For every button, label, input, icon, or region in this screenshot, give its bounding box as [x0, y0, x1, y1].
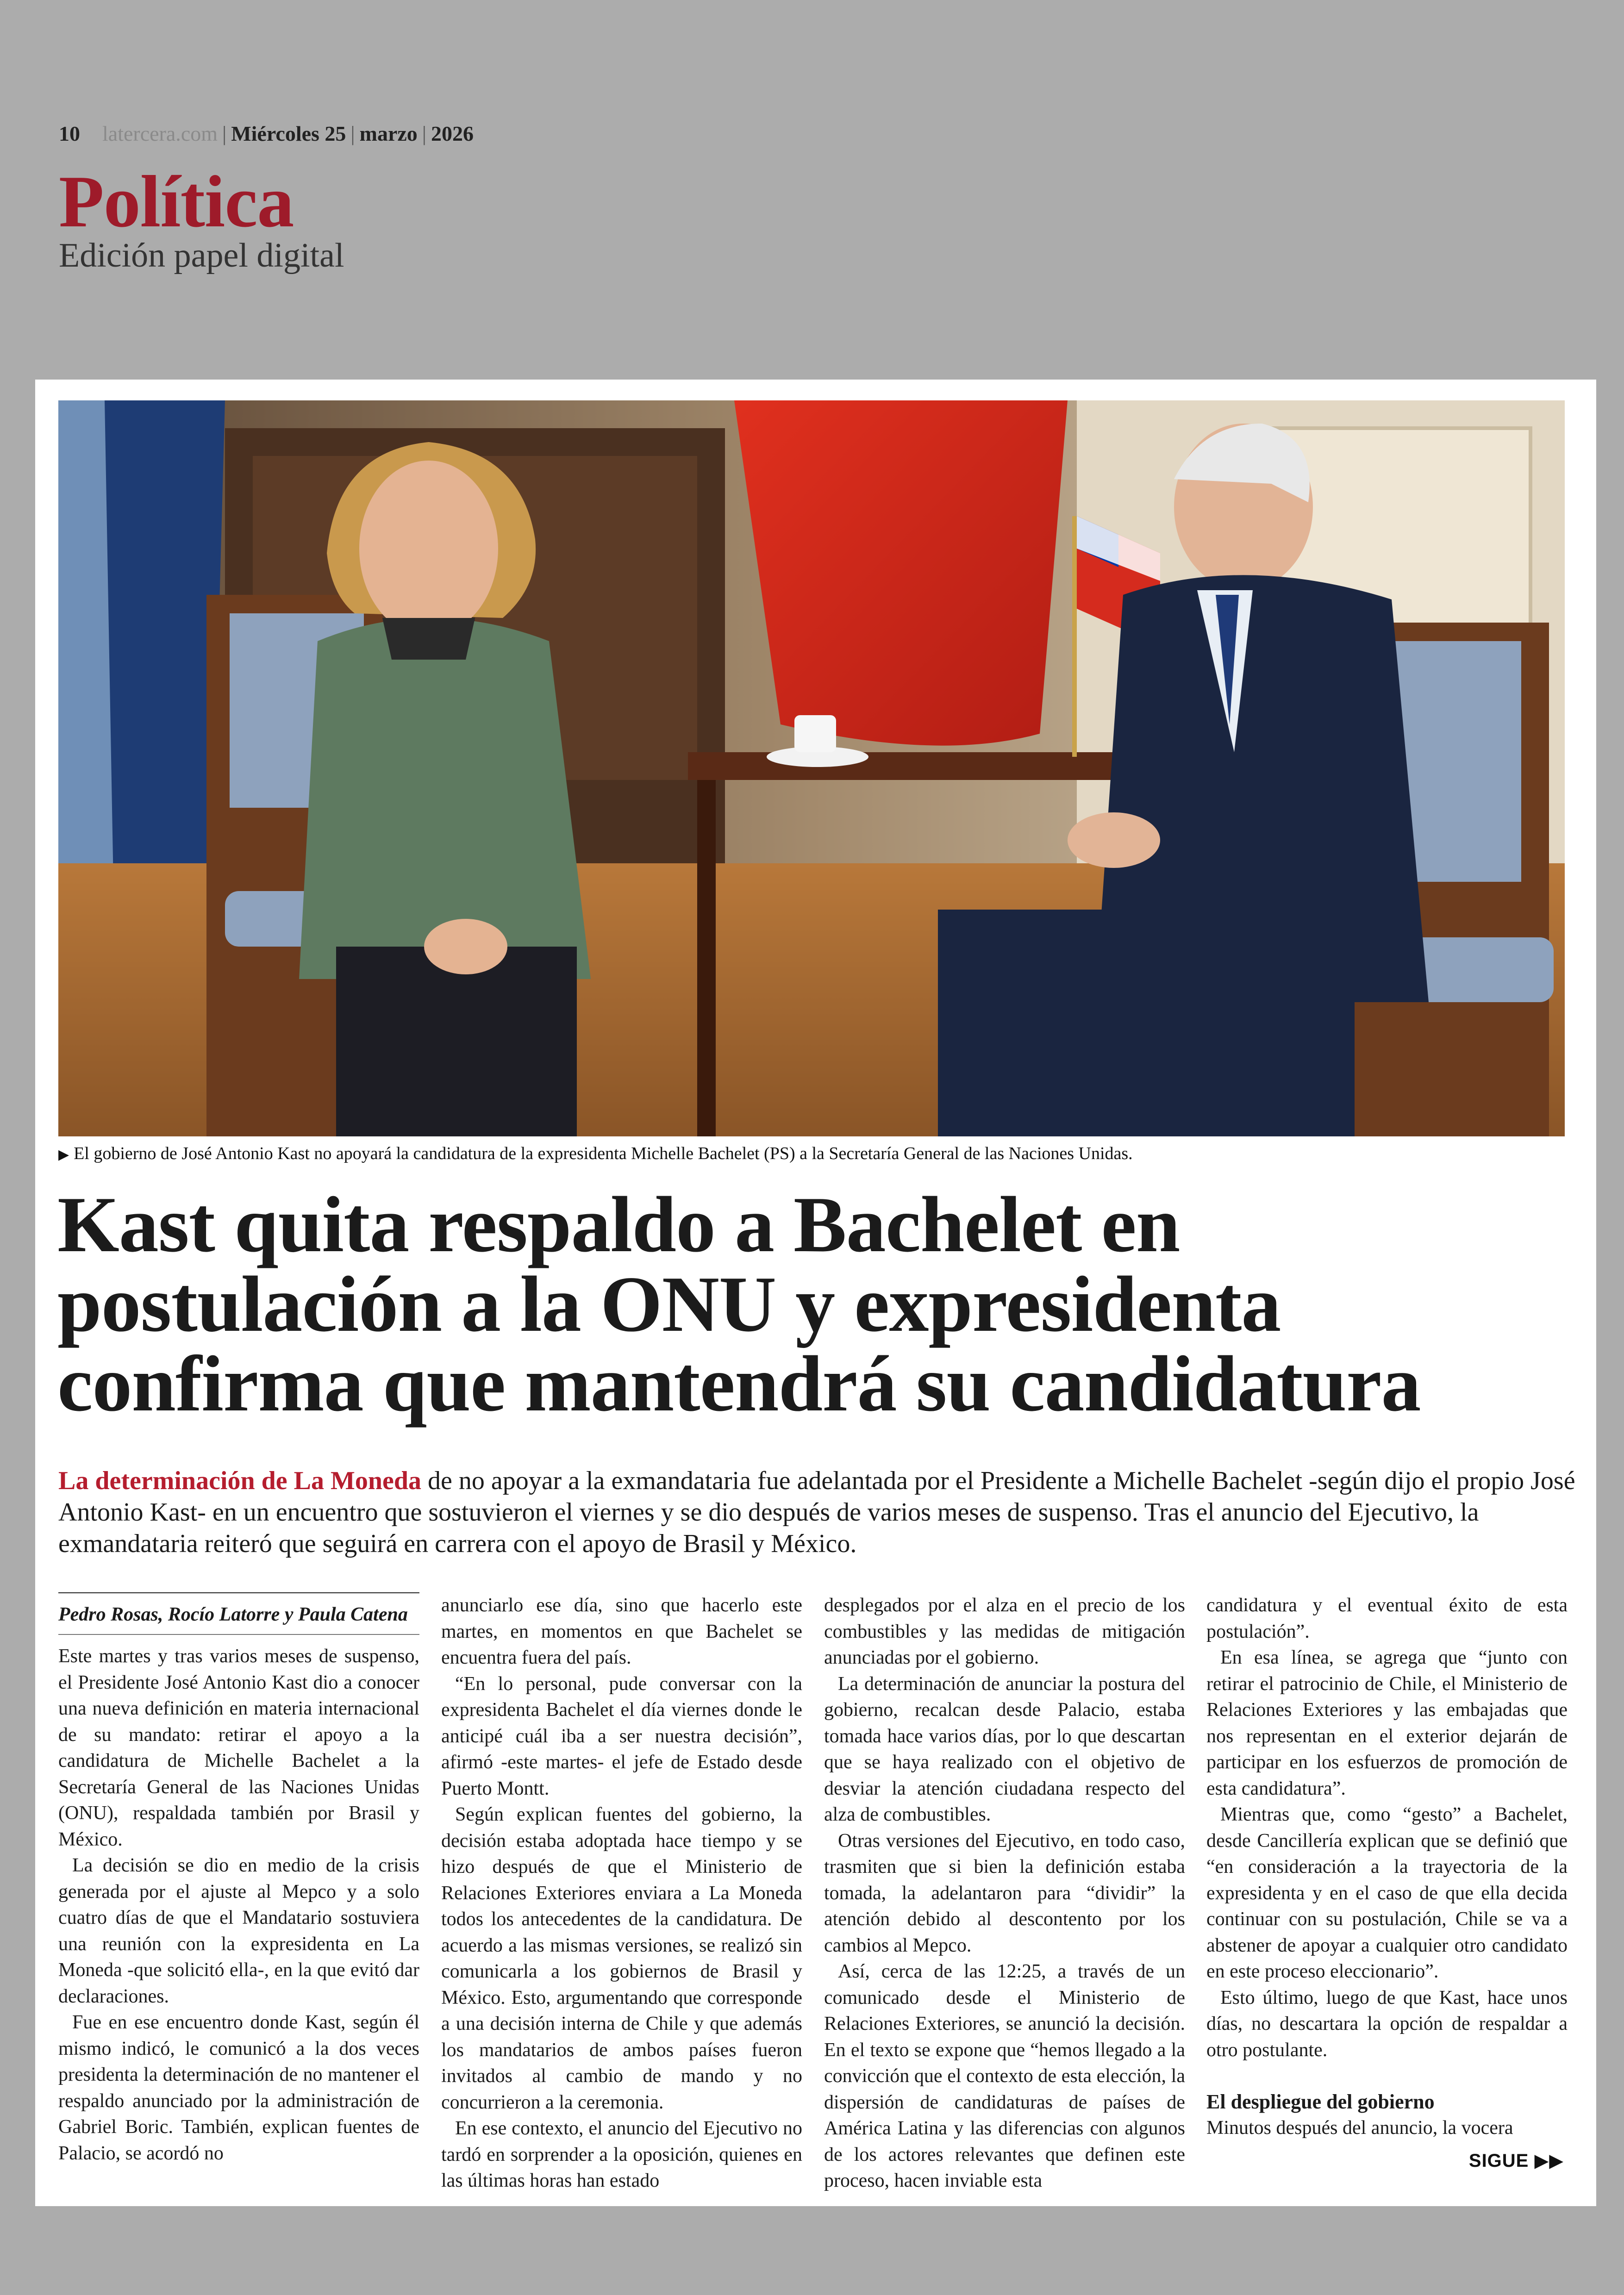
- headline-line: Kast quita respaldo a Bachelet en: [57, 1181, 1180, 1269]
- column-1: [58, 1592, 419, 2166]
- section-title: Política: [59, 160, 294, 243]
- column-4: [1206, 1592, 1568, 2141]
- lead-paragraph: [58, 1465, 1577, 1559]
- paragraph: En esa línea, se agrega que “junto con retirar el patrocinio de Chile, el Ministerio de Relaciones Exteriores y las embajadas que nos representan en el exterior dejarán de participar en los esfuerzos de promoción de esta candidatura”.: [1206, 1647, 1568, 1799]
- paragraph: Así, cerca de las 12:25, a través de un comunicado desde el Ministerio de Relaciones Exteriores, se anunció la decisión. En el texto se expone que “hemos llegado a la convicción que el contexto de esta elección, la dispersión de candidaturas de países de América Latina y las diferencias con algunos de los actores relevantes que definen este proceso, hacen inviable esta: [824, 1961, 1185, 2191]
- paragraph: Según explican fuentes del gobierno, la decisión estaba adoptada hace tiempo y se hizo después de que el Ministerio de Relaciones Exteriores enviara a La Moneda todos los antecedentes de la candidatura. De acuerdo a las mismas versiones, se realizó sin comunicarla a los gobiernos de Brasil y México. Esto, argumentando que corresponde a una decisión interna de Chile y que además los mandatarios de ambos países fueron invitados al cambio de mando y no concurrieron a la ceremonia.: [441, 1804, 802, 2113]
- edition-label: Edición papel digital: [59, 237, 344, 274]
- continue-link[interactable]: SIGUE ▶▶: [1468, 2151, 1564, 2171]
- page-number: 10: [59, 122, 80, 145]
- paragraph: Mientras que, como “gesto” a Bachelet, desde Cancillería explican que se definió que “en consideración a la trayectoria de la expresidenta y en el caso de que ella decida continuar con su postulación, Chile se va a abstener de apoyar a cualquier otro candidato en este proceso eleccionario”.: [1206, 1804, 1568, 1982]
- paragraph: Fue en ese encuentro donde Kast, según él mismo indicó, le comunicó a la dos veces presidenta la determinación de no mantener el respaldo anunciado por la administración de Gabriel Boric. También, explican fuentes de Palacio, se acordó no: [58, 2012, 419, 2164]
- article-photo: [58, 400, 1565, 1136]
- headline-line: postulación a la ONU y expresidenta: [57, 1260, 1281, 1348]
- caption-marker-icon: ▶: [58, 1147, 69, 1162]
- lead-text: de no apoyar a la exmandataria fue adelantada por el Presidente a Michelle Bachelet -según dijo el propio José Antonio Kast- en un encuentro que sostuvieron el viernes y se dio después de varios meses de suspenso. Tras el anuncio del Ejecutivo, la exmandataria reiteró que seguirá en carrera con el apoyo de Brasil y México.: [58, 1466, 1575, 1558]
- article-page: [35, 380, 1596, 2206]
- date-year: 2026: [431, 122, 474, 145]
- page-header: 10 latercera.com | Miércoles 25 | marzo | 2026: [59, 122, 474, 145]
- paragraph: Este martes y tras varios meses de suspenso, el Presidente José Antonio Kast dio a conocer una nueva definición en materia internacional de su mandato: retirar el apoyo a la candidatura de Michelle Bachelet a la Secretaría General de las Naciones Unidas (ONU), respaldada también por Brasil y México.: [58, 1646, 419, 1850]
- headline-line: confirma que mantendrá su candidatura: [57, 1340, 1421, 1428]
- headline: [57, 1181, 1580, 1428]
- date-day: Miércoles 25: [231, 122, 346, 145]
- byline: Pedro Rosas, Rocío Latorre y Paula Catena: [58, 1592, 419, 1635]
- paragraph: Otras versiones del Ejecutivo, en todo caso, trasmiten que si bien la definición estaba tomada, la adelantaron para “dividir” la atención debido al descontento por los cambios al Mepco.: [824, 1830, 1185, 1956]
- paragraph: La decisión se dio en medio de la crisis generada por el ajuste al Mepco y a solo cuatro días de que el Mandatario sostuviera una reunión con la expresidenta en La Moneda -que solicitó ella-, en la que evitó dar declaraciones.: [58, 1855, 419, 2007]
- paragraph: En ese contexto, el anuncio del Ejecutivo no tardó en sorprender a la oposición, quienes en las últimas horas han estado: [441, 2118, 802, 2191]
- column-2: [441, 1592, 802, 2194]
- photo-caption: [58, 1143, 1568, 1164]
- caption-text: El gobierno de José Antonio Kast no apoyará la candidatura de la expresidenta Michelle Bachelet (PS) a la Secretaría General de las Naciones Unidas.: [74, 1144, 1133, 1163]
- paragraph: “En lo personal, pude conversar con la expresidenta Bachelet el día viernes donde le anticipé cuál iba a ser nuestra decisión”, afirmó -este martes- el jefe de Estado desde Puerto Montt.: [441, 1673, 802, 1799]
- paragraph: candidatura y el eventual éxito de esta postulación”.: [1206, 1595, 1568, 1642]
- paragraph: Esto último, luego de que Kast, hace unos días, no descartara la opción de respaldar a otro postulante.: [1206, 1987, 1568, 2061]
- article-body: [58, 1592, 1568, 2191]
- paragraph: anunciarlo ese día, sino que hacerlo este martes, en momentos en que Bachelet se encuentra fuera del país.: [441, 1595, 802, 1668]
- subheading: El despliegue del gobierno: [1206, 2090, 1435, 2113]
- paragraph: Minutos después del anuncio, la vocera: [1206, 2117, 1513, 2139]
- site-name[interactable]: latercera.com: [102, 122, 218, 145]
- paragraph: La determinación de anunciar la postura del gobierno, recalcan desde Palacio, estaba tomada hace varios días, por lo que descartan que se haya realizado con el objetivo de desviar la atención ciudadana respecto del alza de combustibles.: [824, 1673, 1185, 1825]
- lead-highlight: La determinación de La Moneda: [58, 1466, 421, 1495]
- paragraph: desplegados por el alza en el precio de los combustibles y las medidas de mitigación anunciadas por el gobierno.: [824, 1595, 1185, 1668]
- column-3: [824, 1592, 1185, 2194]
- date-month: marzo: [359, 122, 418, 145]
